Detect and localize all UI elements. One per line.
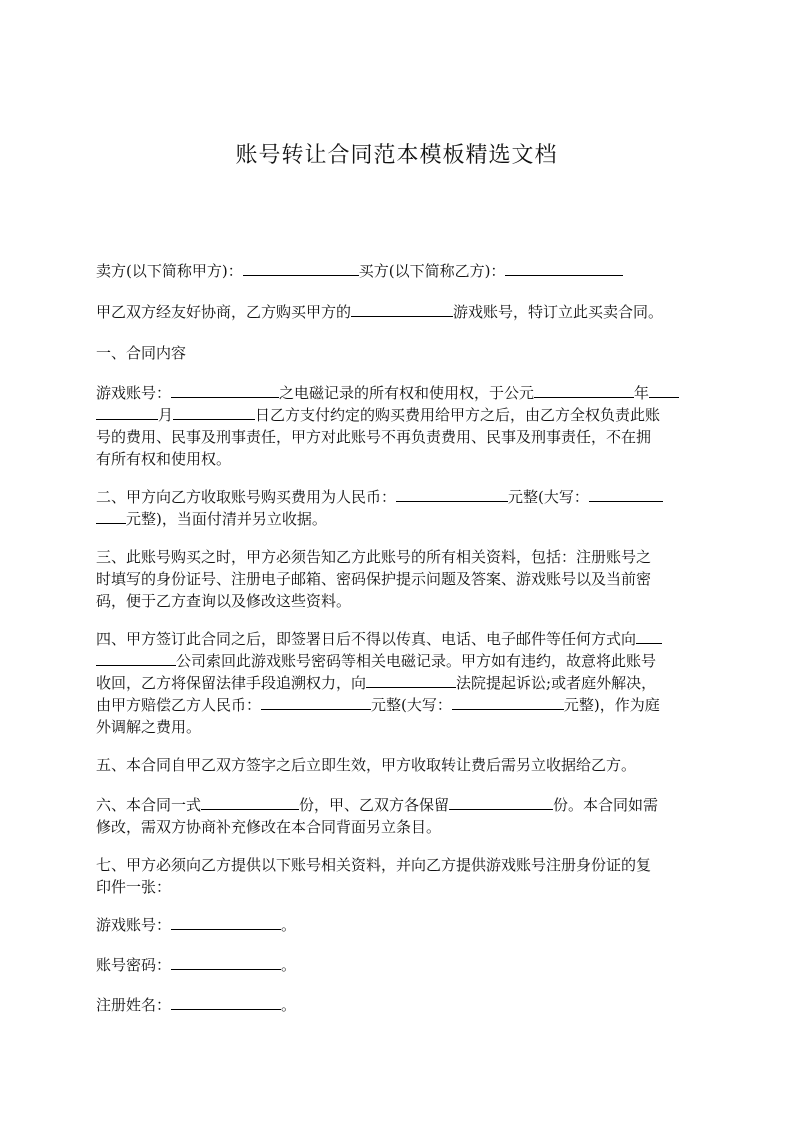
day-blank[interactable] <box>173 404 255 420</box>
section-1-line-4: 有所有权和使用权。 <box>96 450 232 468</box>
section-2-line-2 <box>96 508 698 530</box>
compensation-written-blank[interactable] <box>452 694 564 710</box>
section-4-line-5: 外调解之费用。 <box>96 718 202 736</box>
game-account-blank[interactable] <box>171 914 281 930</box>
s4-text-4c: 元整)，作为庭 <box>563 696 660 714</box>
section-5-line: 五、本合同自甲乙双方签字之后立即生效，甲方收取转让费后需另立收据给乙方。 <box>96 756 637 774</box>
intro-line <box>96 301 698 323</box>
s1-text-c: 年 <box>634 384 650 402</box>
seller-label: 卖方(以下简称甲方)： <box>96 262 243 280</box>
field-end: 。 <box>281 996 297 1014</box>
s2-text-c: 元整)，当面付清并另立收据。 <box>126 510 327 528</box>
month-blank-b[interactable] <box>96 404 158 420</box>
s6-text-c: 份。本合同如需 <box>553 796 659 814</box>
section-1-line-1 <box>96 382 698 404</box>
s1-day-text: 日乙方支付约定的购买费用给甲方之后，由乙方全权负责此账 <box>255 406 661 424</box>
buyer-label: 买方(以下简称乙方)： <box>358 262 506 280</box>
registered-name-blank[interactable] <box>171 994 281 1010</box>
year-blank[interactable] <box>534 382 634 398</box>
each-copies-blank[interactable] <box>449 794 553 810</box>
copies-blank[interactable] <box>201 794 299 810</box>
s4-text-3b: 法院提起诉讼;或者庭外解决， <box>456 674 657 692</box>
parties-line <box>96 260 698 282</box>
section-4-line-1 <box>96 628 698 650</box>
s4-text-4a: 由甲方赔偿乙方人民币： <box>96 696 262 714</box>
s6-text-b: 份，甲、乙双方各保留 <box>299 796 450 814</box>
court-blank[interactable] <box>366 672 456 688</box>
company-blank-a[interactable] <box>636 628 662 644</box>
s1-text-a: 游戏账号： <box>96 384 172 402</box>
field-label: 游戏账号： <box>96 916 172 934</box>
document-title: 账号转让合同范本模板精选文档 <box>235 143 558 168</box>
section-3-line-1: 三、此账号购买之时，甲方必须告知乙方此账号的所有相关资料，包括：注册账号之 <box>96 548 652 566</box>
section-1-line-3: 号的费用、民事及刑事责任，甲方对此账号不再负责费用、民事及刑事责任，不在拥 <box>96 428 652 446</box>
section-4-line-4 <box>96 694 698 716</box>
price-written-blank-b[interactable] <box>96 508 126 524</box>
section-3-line-2: 时填写的身份证号、注册电子邮箱、密码保护提示问题及答案、游戏账号以及当前密 <box>96 570 652 588</box>
field-end: 。 <box>281 916 297 934</box>
field-account-password <box>96 954 698 976</box>
s4-text-4b: 元整(大写： <box>371 696 452 714</box>
s4-text-3a: 收回，乙方将保留法律手段追溯权力，向 <box>96 674 367 692</box>
price-blank[interactable] <box>396 486 508 502</box>
section-3-line-3: 码，便于乙方查询以及修改这些资料。 <box>96 592 352 610</box>
section-1-line-2 <box>96 404 698 426</box>
s1-text-b: 之电磁记录的所有权和使用权，于公元 <box>279 384 535 402</box>
section-2-line-1 <box>96 486 698 508</box>
field-label: 账号密码： <box>96 956 172 974</box>
s4-text-2: 公司索回此游戏账号密码等相关电磁记录。甲方如有违约，故意将此账号 <box>176 652 657 670</box>
section-7-line-1: 七、甲方必须向乙方提供以下账号相关资料，并向乙方提供游戏账号注册身份证的复 <box>96 856 652 874</box>
buyer-blank[interactable] <box>505 260 623 276</box>
s2-text-a: 二、甲方向乙方收取账号购买费用为人民币： <box>96 488 397 506</box>
company-blank-b[interactable] <box>96 650 176 666</box>
s2-text-b: 元整(大写： <box>508 488 589 506</box>
section-6-line-1 <box>96 794 698 816</box>
seller-blank[interactable] <box>243 260 359 276</box>
password-blank[interactable] <box>171 954 281 970</box>
price-written-blank-a[interactable] <box>589 486 663 502</box>
field-game-account <box>96 914 698 936</box>
section-7-line-2: 印件一张： <box>96 878 172 896</box>
section-1-heading: 一、合同内容 <box>96 344 187 362</box>
s1-month-text: 月 <box>158 406 174 424</box>
section-4-line-3 <box>96 672 698 694</box>
intro-text-1: 甲乙双方经友好协商，乙方购买甲方的 <box>96 303 352 321</box>
section-4-line-2 <box>96 650 698 672</box>
s4-text-1: 四、甲方签订此合同之后，即签署日后不得以传真、电话、电子邮件等任何方式向 <box>96 630 637 648</box>
game-name-blank[interactable] <box>351 301 453 317</box>
s6-text-a: 六、本合同一式 <box>96 796 202 814</box>
account-blank[interactable] <box>171 382 279 398</box>
field-end: 。 <box>281 956 297 974</box>
compensation-blank[interactable] <box>261 694 371 710</box>
field-label: 注册姓名： <box>96 996 172 1014</box>
section-6-line-2: 修改，需双方协商补充修改在本合同背面另立条目。 <box>96 818 442 836</box>
field-registered-name <box>96 994 698 1016</box>
month-blank-a[interactable] <box>649 382 679 398</box>
intro-text-2: 游戏账号，特订立此买卖合同。 <box>453 303 664 321</box>
